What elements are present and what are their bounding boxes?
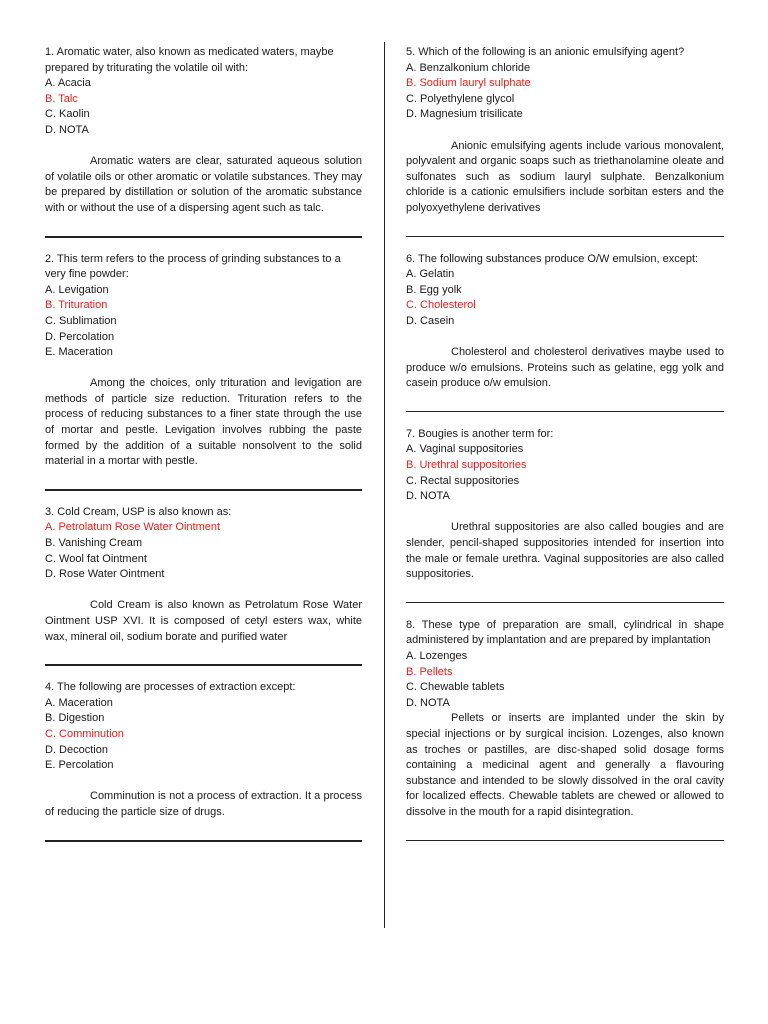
option: A. Benzalkonium chloride [406, 61, 531, 74]
option: D. Casein [406, 314, 455, 327]
explanation: Cold Cream is also known as Petrolatum Rose Water Ointment USP XVI. It is composed of cetyl esters wax, white wax, mineral oil, sodium borate and purified water [45, 599, 362, 643]
question-text: 1. Aromatic water, also known as medicated waters, maybe prepared by triturating the volatile oil with: [45, 46, 334, 74]
option: B. Digestion [45, 712, 105, 725]
question-block-3 [45, 505, 362, 645]
question-block-5 [406, 45, 724, 217]
option: A. Lozenges [406, 650, 468, 662]
option-correct: A. Petrolatum Rose Water Ointment [45, 521, 221, 534]
option: C. Sublimation [45, 314, 117, 327]
option: E. Maceration [45, 346, 113, 359]
question-text: 2. This term refers to the process of grinding substances to a very fine powder: [45, 252, 341, 281]
question-text: 5. Which of the following is an anionic emulsifying agent? [406, 46, 685, 58]
option: C. Rectal suppositories [406, 474, 520, 487]
left-column [45, 45, 362, 842]
column-divider [384, 42, 385, 928]
option: A. Levigation [45, 283, 109, 296]
question-text: 6. The following substances produce O/W emulsion, except: [406, 252, 699, 265]
option-correct: B. Sodium lauryl sulphate [406, 77, 531, 90]
question-block-8 [406, 618, 724, 821]
option-correct: B. Talc [45, 92, 78, 105]
question-text: 8. These type of preparation are small, cylindrical in shape administered by implantation and are prepared by implantation [406, 618, 724, 647]
question-block-7 [406, 427, 724, 583]
option: C. Kaolin [45, 108, 90, 121]
option: A. Gelatin [406, 268, 455, 281]
option: D. Percolation [45, 330, 115, 343]
option-correct: C. Comminution [45, 727, 124, 740]
question-text: 3. Cold Cream, USP is also known as: [45, 505, 232, 518]
option: B. Egg yolk [406, 283, 462, 296]
question-block-6 [406, 252, 724, 392]
option-correct: B. Pellets [406, 665, 453, 678]
explanation: Among the choices, only trituration and levigation are methods of particle size reduction. Trituration refers to the process of reducing substances to a finer state through the use of mortar and pestle. Levigation involves rubbing the paste formed by the addition of a suitable nonsolvent to the solid material in a mortar with pestle. [45, 377, 362, 468]
question-block-2 [45, 252, 362, 470]
option-correct: C. Cholesterol [406, 299, 476, 312]
question-text: 4. The following are processes of extraction except: [45, 681, 296, 694]
question-block-4 [45, 680, 362, 820]
option: E. Percolation [45, 759, 114, 772]
option: D. NOTA [406, 490, 450, 503]
option: A. Maceration [45, 696, 113, 709]
option: A. Vaginal suppositories [406, 443, 524, 456]
right-column [406, 45, 724, 841]
option: A. Acacia [45, 77, 91, 90]
option: C. Chewable tablets [406, 681, 505, 694]
section-rule [45, 840, 362, 842]
explanation: Urethral suppositories are also called bougies and are slender, pencil-shaped suppositories intended for insertion into the male or female urethra. Vaginal suppositories are also called suppositories. [406, 521, 724, 581]
option: D. Magnesium trisilicate [406, 108, 523, 121]
explanation: Aromatic waters are clear, saturated aqueous solution of volatile oils or other aromatic or volatile substances. They may be prepared by distillation or solution of the aromatic substance with or without the use of a dispersing agent such as talc. [45, 155, 362, 214]
option: D. NOTA [406, 696, 450, 709]
option: B. Vanishing Cream [45, 537, 143, 550]
question-block-1 [45, 45, 362, 217]
section-rule [406, 840, 724, 841]
option: C. Polyethylene glycol [406, 92, 515, 105]
option: D. Rose Water Ointment [45, 568, 165, 581]
option: D. Decoction [45, 743, 108, 756]
option-correct: B. Trituration [45, 299, 108, 312]
explanation: Pellets or inserts are implanted under the skin by special injections or by surgical incision. Lozenges, also known as troches or pastilles, are disc-shaped solid dosage forms containing a medicinal agent and generally a flavouring substance and intended to be slowly dissolved in the oral cavity for localized effects. Chewable tablets are chewed or allowed to dissolve in the mouth for a rapid disintegration. [406, 712, 724, 818]
explanation: Cholesterol and cholesterol derivatives maybe used to produce w/o emulsions. Proteins such as gelatine, egg yolk and casein produce o/w emulsion. [406, 346, 724, 390]
question-text: 7. Bougies is another term for: [406, 427, 554, 440]
explanation: Anionic emulsifying agents include various monovalent, polyvalent and organic soaps such as triethanolamine oleate and sulfonates such as sodium lauryl sulphate. Benzalkonium chloride is a cationic emulsifiers include sorbitan esters and the polyoxyethylene derivatives [406, 139, 724, 214]
explanation: Comminution is not a process of extraction. It a process of reducing the particle size of drugs. [45, 790, 362, 818]
option: D. NOTA [45, 123, 89, 136]
option: C. Wool fat Ointment [45, 552, 147, 565]
option-correct: B. Urethral suppositories [406, 459, 527, 472]
